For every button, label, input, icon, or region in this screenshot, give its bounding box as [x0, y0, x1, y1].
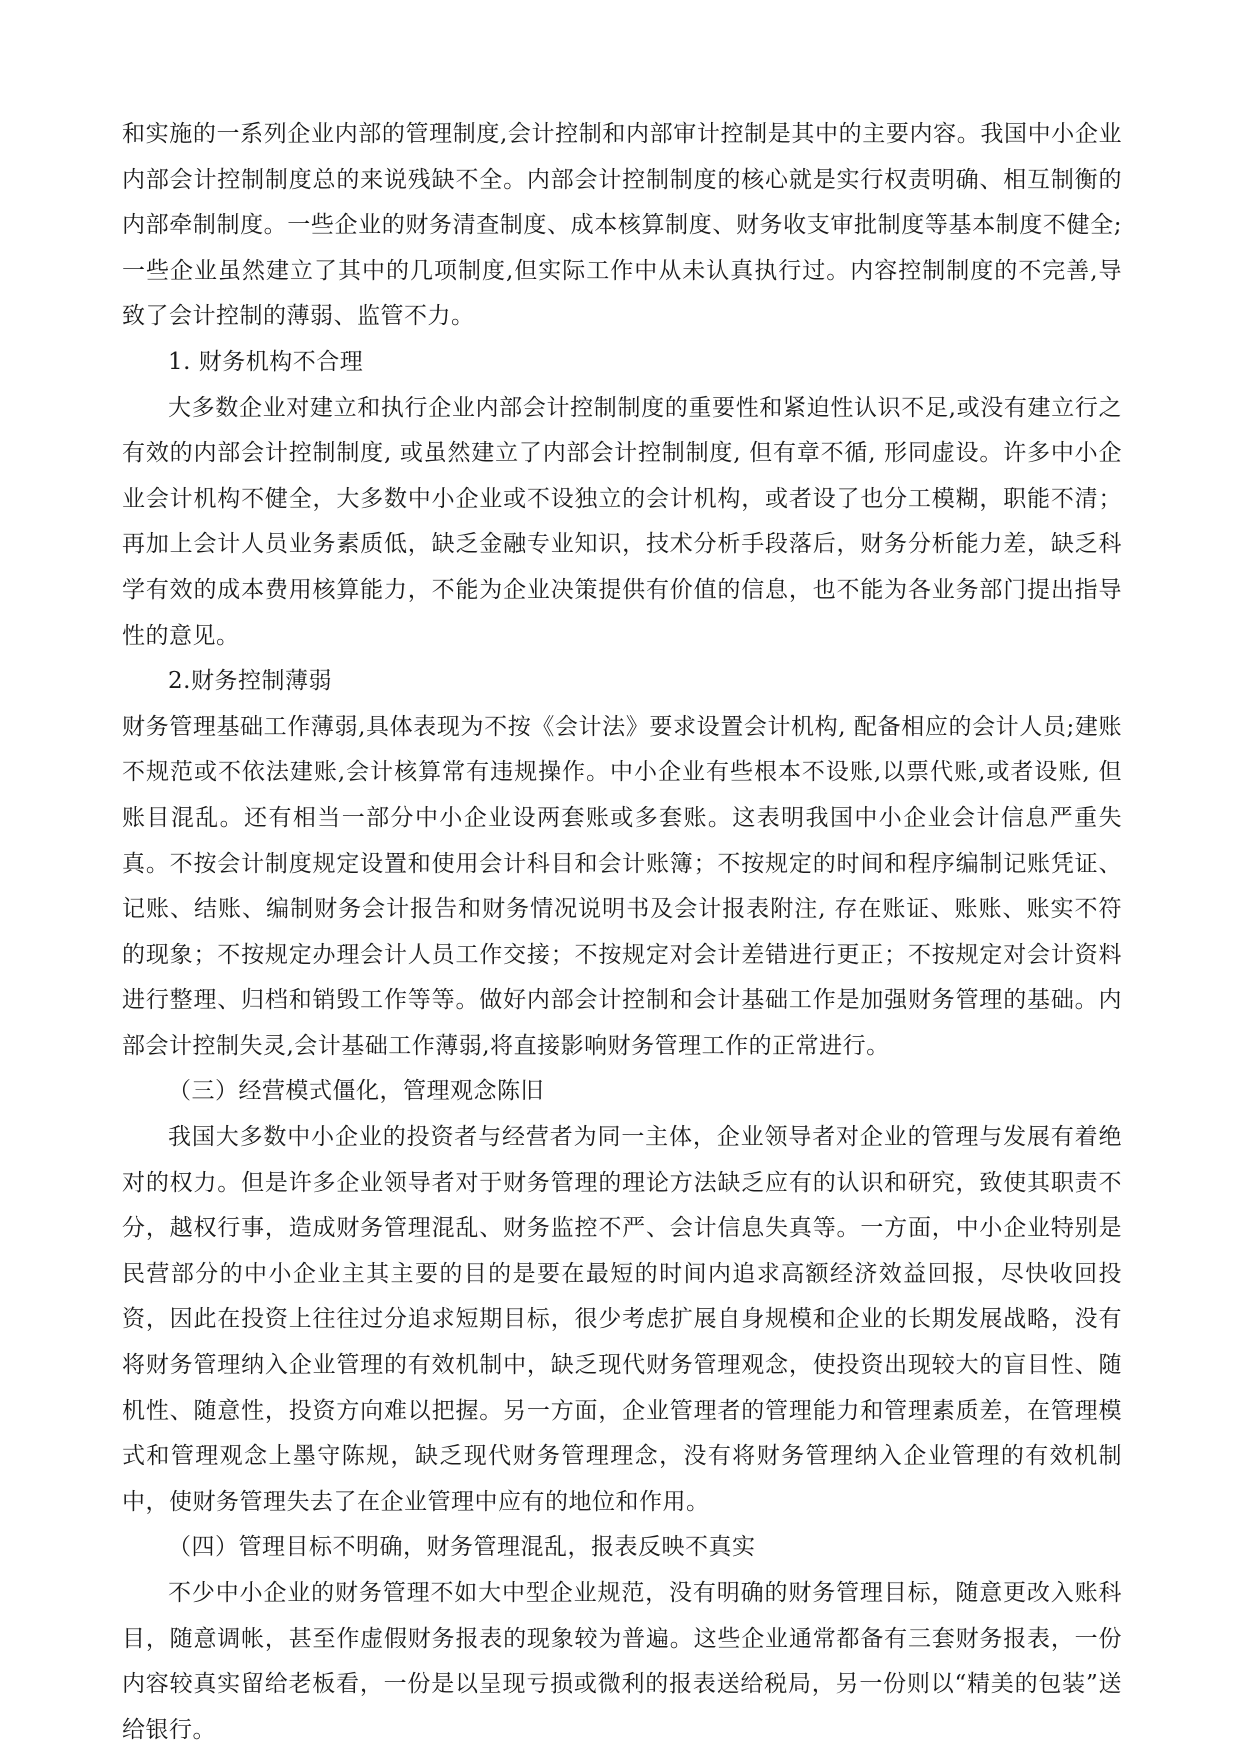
paragraph-management-goals: 不少中小企业的财务管理不如大中型企业规范，没有明确的财务管理目标，随意更改入账科目，随意调帐，甚至作虚假财务报表的现象较为普遍。这些企业通常都备有三套财务报表，一份内容较真实留给老板看，一份是以呈现亏损或微利的报表送给税局，另一份则以“精美的包装”送给银行。: [122, 1580, 1122, 1743]
heading-finance-organization: 1. 财务机构不合理: [168, 348, 364, 375]
document-body: [122, 112, 1122, 1753]
heading-business-model: （三）经营模式僵化，管理观念陈旧: [168, 1078, 544, 1105]
heading-finance-control: 2.财务控制薄弱: [168, 668, 332, 695]
paragraph-finance-organization: 大多数企业对建立和执行企业内部会计控制制度的重要性和紧迫性认识不足,或没有建立行之有效的内部会计控制制度, 或虽然建立了内部会计控制制度, 但有章不循, 形同虚设。许多中小企业会计机构不健全，大多数中小企业或不设独立的会计机构，或者设了也分工模糊，职能不清；再加上会计人员业务素质低，缺乏金融专业知识，技术分析手段落后，财务分析能力差，缺乏科学有效的成本费用核算能力，不能为企业决策提供有价值的信息，也不能为各业务部门提出指导性的意见。: [122, 394, 1122, 649]
paragraph-control-system: 和实施的一系列企业内部的管理制度,会计控制和内部审计控制是其中的主要内容。我国中小企业内部会计控制制度总的来说残缺不全。内部会计控制制度的核心就是实行权责明确、相互制衡的内部牵制制度。一些企业的财务清查制度、成本核算制度、财务收支审批制度等基本制度不健全;一些企业虽然建立了其中的几项制度,但实际工作中从未认真执行过。内容控制制度的不完善,导致了会计控制的薄弱、监管不力。: [122, 121, 1122, 330]
heading-management-goals: （四）管理目标不明确，财务管理混乱，报表反映不真实: [168, 1534, 756, 1561]
paragraph-business-model: 我国大多数中小企业的投资者与经营者为同一主体，企业领导者对企业的管理与发展有着绝对的权力。但是许多企业领导者对于财务管理的理论方法缺乏应有的认识和研究，致使其职责不分，越权行事，造成财务管理混乱、财务监控不严、会计信息失真等。一方面，中小企业特别是民营部分的中小企业主其主要的目的是要在最短的时间内追求高额经济效益回报，尽快收回投资，因此在投资上往往过分追求短期目标，很少考虑扩展自身规模和企业的长期发展战略，没有将财务管理纳入企业管理的有效机制中，缺乏现代财务管理观念，使投资出现较大的盲目性、随机性、随意性，投资方向难以把握。另一方面，企业管理者的管理能力和管理素质差，在管理模式和管理观念上墨守陈规，缺乏现代财务管理理念，没有将财务管理纳入企业管理的有效机制中，使财务管理失去了在企业管理中应有的地位和作用。: [122, 1124, 1122, 1515]
paragraph-finance-control: 财务管理基础工作薄弱,具体表现为不按《会计法》要求设置会计机构, 配备相应的会计人员;建账不规范或不依法建账,会计核算常有违规操作。中小企业有些根本不设账,以票代账,或者设账, 但账目混乱。还有相当一部分中小企业设两套账或多套账。这表明我国中小企业会计信息严重失真。不按会计制度规定设置和使用会计科目和会计账簿；不按规定的时间和程序编制记账凭证、记账、结账、编制财务会计报告和财务情况说明书及会计报表附注, 存在账证、账账、账实不符的现象；不按规定办理会计人员工作交接；不按规定对会计差错进行更正；不按规定对会计资料进行整理、归档和销毁工作等等。做好内部会计控制和会计基础工作是加强财务管理的基础。内部会计控制失灵,会计基础工作薄弱,将直接影响财务管理工作的正常进行。: [122, 713, 1122, 1059]
